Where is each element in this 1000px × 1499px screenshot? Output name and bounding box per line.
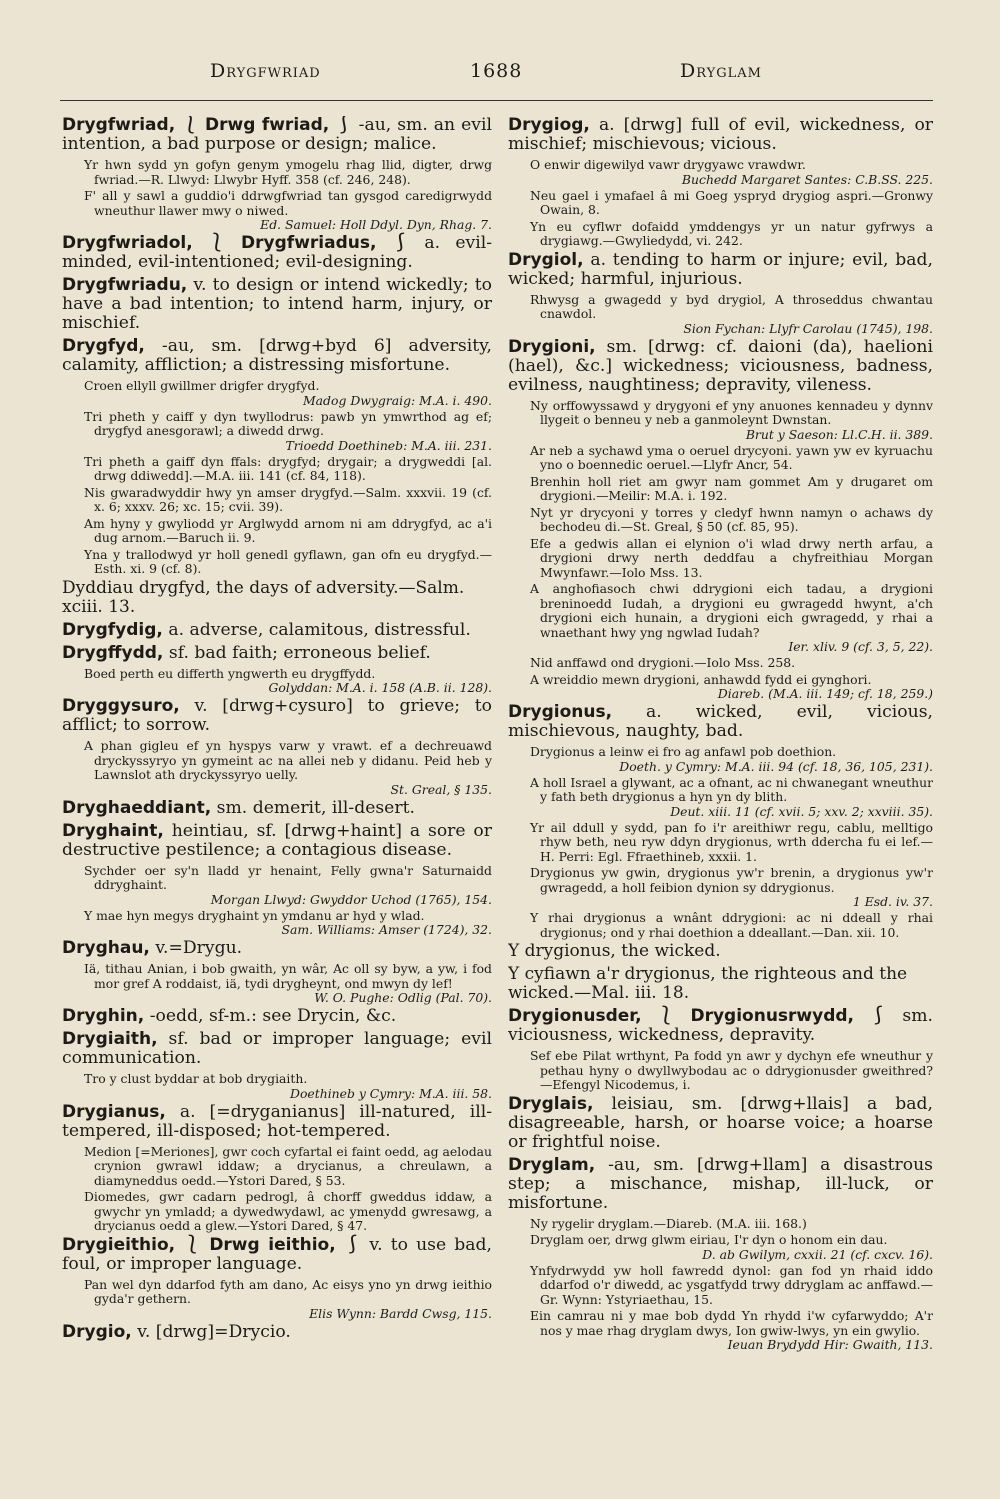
quotation-source: W. O. Pughe: Odlig (Pal. 70). [314,990,492,1005]
quotation-text: A anghofiasoch chwi ddrygioni eich tadau, a drygioni breninoedd Iudah, a drygioni eu gwragedd hwynt, a'ch drygioni eich hunain, a drygioni eich gwragedd, y rhai a wnaethant hwy yng ngwlad Iudah? [530,581,933,640]
dictionary-entry [508,1156,933,1213]
dictionary-entry [62,276,492,333]
headword: Drygio, [62,1321,132,1342]
dictionary-entry [62,799,492,818]
quotation [84,962,492,1005]
headword: Drygfwriadu, [62,275,188,295]
quotation [530,1217,933,1232]
quotation [84,379,492,408]
quotation-text: Drygionus yw gwin, drygionus yw'r brenin, a drygionus yw'r gwragedd, a holl feibion dynion sy ddrygionus. [530,865,933,895]
quotation [530,1309,933,1352]
quotation [84,1145,492,1189]
headword: Drygiog, [508,116,590,135]
definition: a. wicked, evil, vicious, mischievous, naughty, bad. [508,702,933,741]
dictionary-entry [62,337,492,375]
dictionary-entry [508,1095,933,1152]
quotation-text: Nid anffawd ond drygioni.—Iolo Mss. 258. [530,655,796,670]
dictionary-entry [62,1103,492,1141]
quotation [84,548,492,577]
quotation [84,1190,492,1234]
headword: Drygfyd, [62,336,145,356]
quotation [530,673,933,702]
quotation-source: Diareb. (M.A. iii. 149; cf. 18, 259.) [717,686,933,701]
quotation-source: Brut y Saeson: Ll.C.H. ii. 389. [745,426,933,442]
definition: v. to use bad, foul, or improper language. [62,1234,492,1274]
quotation-text: O enwir digewilyd vawr drygyawc vrawdwr. [530,157,806,172]
quotation-text: Dryglam oer, drwg glwm eiriau, I'r dyn o honom ein dau. [530,1232,888,1247]
quotation-source: Deut. xiii. 11 (cf. xvii. 5; xxv. 2; xxviii. 35). [670,803,933,819]
left-column [62,116,492,1469]
quotation [530,537,933,581]
quotation [530,475,933,504]
quotation-text: Rhwysg a gwagedd y byd drygiol, A throseddus chwantau cnawdol. [530,291,933,321]
headword: Drygfwriadol, ⎱ Drygfwriadus, ⎰ [62,233,410,253]
quotation-text: F' all y sawl a guddio'i ddrwgfwriad tan gysgod caredigrwydd wneuthur llawer mwy o niwed. [84,188,492,218]
definition: sm. demerit, ill-desert. [216,797,415,818]
quotation [84,667,492,696]
quotation-text: Diomedes, gwr cadarn pedrogl, â chorff gweddus iddaw, a gwychr yn ymladd; a dywedwydawl, ac ymenydd gwresawg, a drycianus oedd a glew.—Ystori Dared, § 47. [84,1189,492,1233]
quotation-text: Boed perth eu differth yngwerth eu drygffydd. [84,665,376,681]
definition: heintiau, sf. [drwg+haint] a sore or destructive pestilence; a contagious disease. [62,820,492,860]
phrase-example: Dyddiau drygfyd, the days of adversity.—Salm. xciii. 13. [62,577,465,617]
quotation-text: Ar neb a sychawd yma o oeruel drycyoni. yawn yw ev kyruachu yno o boennedic oeruel.—Llyfr Ancr, 54. [530,442,933,472]
quotation-source: Doeth. y Cymry: M.A. iii. 94 (cf. 18, 36, 105, 231). [619,758,933,774]
quotation-text: Y rhai drygionus a wnânt ddrygioni: ac ni ddeall y rhai drygionus; ond y rhai doethion a ddeallant.—Dan. xii. 10. [530,910,933,940]
running-head-right: Dryglam [680,60,762,82]
quotation [84,1072,492,1101]
headword: Drygieithio, ⎱ Drwg ieithio, ⎰ [62,1234,362,1255]
quotation [530,821,933,865]
definition: -au, sm. an evil intention, a bad purpose or design; malice. [62,116,492,154]
headword: Drygfwriad, ⎱ Drwg fwriad, ⎰ [62,116,353,135]
quotation-text: A wreiddio mewn drygioni, anhawdd fydd ei gynghori. [530,671,872,687]
dictionary-entry [508,116,933,154]
dictionary-entry [62,1236,492,1274]
headword: Dryghau, [62,938,150,958]
quotation-source: Madog Dwygraig: M.A. i. 490. [302,392,492,408]
quotation-text: Medion [=Meriones], gwr coch cyfartal ei faint oedd, ag aelodau crynion gwrawl iddaw; a drycianus, a chreulawn, a diamyneddus oedd.—Ystori Dared, § 53. [84,1143,492,1188]
quotation-text: Drygionus a leinw ei fro ag anfawl pob doethion. [530,744,837,759]
quotation-source: St. Greal, § 135. [390,781,492,797]
quotation-text: Iä, tithau Anian, i bob gwaith, yn wâr, Ac oll sy byw, a yw, i fod mor gref A roddaist, iä, tydi drygheynt, ond mwyn dy lef! [84,961,492,991]
dictionary-entry [62,1030,492,1068]
definition: sf. bad or improper language; evil communication. [62,1029,492,1068]
headword: Dryggysuro, [62,696,180,716]
quotation-text: Tri pheth y caiff y dyn twyllodrus: pawb yn ymwrthod ag ef; drygfyd anesgorawl; a diwedd drwg. [84,408,492,438]
quotation [84,739,492,797]
page-number: 1688 [470,60,523,82]
definition: a. adverse, calamitous, distressful. [168,619,471,640]
quotation [84,455,492,484]
quotation-source: Sam. Williams: Amser (1724), 32. [281,922,492,937]
quotation-source: Doethineb y Cymry: M.A. iii. 58. [290,1085,492,1101]
quotation [530,582,933,654]
quotation-text: Pan wel dyn ddarfod fyth am dano, Ac eisys yno yn drwg ieithio gyda'r gethern. [84,1276,492,1306]
definition: -oedd, sf-m.: see Drycin, &c. [149,1006,397,1026]
quotation [530,220,933,249]
quotation [84,1278,492,1321]
headword: Drygianus, [62,1101,166,1122]
headword: Drygiol, [508,249,584,270]
quotation-text: Am hyny y gwyliodd yr Arglwydd arnom ni am ddrygfyd, ac a'i dug arnom.—Baruch ii. 9. [84,515,492,545]
dictionary-entry [508,703,933,741]
quotation [530,1233,933,1262]
dictionary-entry [508,338,933,395]
dictionary-entry [62,939,492,958]
quotation [530,1264,933,1308]
right-column [508,116,933,1469]
running-head-left: Drygfwriad [210,60,321,82]
quotation-text: Nis gwaradwyddir hwy yn amser drygfyd.—Salm. xxxvii. 19 (cf. x. 6; xxxv. 26; xc. 15; cvii. 39). [84,484,492,514]
phrase-example: Y drygionus, the wicked. [508,941,721,961]
dictionary-entry [508,1007,933,1045]
dictionary-entry [62,822,492,860]
quotation-text: Sychder oer sy'n lladd yr henaint, Felly gwna'r Saturnaidd ddryghaint. [84,862,492,892]
definition: v.=Drygu. [155,938,243,958]
dictionary-entry [62,1007,492,1026]
quotation-source: Ieuan Brydydd Hir: Gwaith, 113. [727,1337,933,1352]
phrase-example: Y cyfiawn a'r drygionus, the righteous and the wicked.—Mal. iii. 18. [508,964,908,1003]
definition: -au, sm. [drwg+llam] a disastrous step; a mischance, mishap, ill-luck, or misfortune. [508,1154,933,1213]
quotation [530,399,933,442]
definition: v. to design or intend wickedly; to have a bad intention; to intend harm, injury, or mischief. [62,275,492,333]
quotation-source: Sion Fychan: Llyfr Carolau (1745), 198. [683,320,933,336]
definition: a. evil-minded, evil-intentioned; evil-designing. [62,233,492,272]
quotation-source: Ier. xliv. 9 (cf. 3, 5, 22). [788,639,933,654]
quotation [530,911,933,940]
quotation [84,486,492,515]
quotation [530,776,933,819]
quotation-source: Morgan Llwyd: Gwyddor Uchod (1765), 154. [210,891,492,907]
quotation-text: Brenhin holl riet am gwyr nam gommet Am y drugaret om drygioni.—Meilir: M.A. i. 192. [530,473,933,503]
definition: leisiau, sm. [drwg+llais] a bad, disagreeable, harsh, or hoarse voice; a hoarse or frightful noise. [508,1093,933,1152]
dictionary-entry [62,697,492,735]
headword: Dryglais, [508,1093,594,1114]
headword: Drygfydig, [62,619,163,640]
quotation [530,293,933,336]
quotation [84,189,492,232]
definition: -au, sm. [drwg+byd 6] adversity, calamity, affliction; a distressing misfortune. [62,336,492,375]
quotation [84,909,492,938]
quotation-text: Yr hwn sydd yn gofyn genym ymogelu rhag llid, digter, drwg fwriad.—R. Llwyd: Llwybr Hyff. 358 (cf. 246, 248). [84,157,492,187]
quotation [84,410,492,453]
headword: Dryghaint, [62,820,164,841]
quotation-text: Yr ail ddull y sydd, pan fo i'r areithiwr regu, cablu, melltigo rhyw beth, neu ryw ddyn drygionus, wrth ddercha fu ei lef.—H. Perri: Egl. Ffraethineb, xxxii. 1. [530,819,933,864]
quotation-text: A phan gigleu ef yn hyspys varw y vrawt. ef a dechreuawd dryckyssyryo yn gymeint ac na allei neb y didanu. Peid heb y Lawnslot ath dryckyssyryo uelly. [84,738,492,782]
dictionary-entry [62,1323,492,1342]
quotation-text: Ny rygelir dryglam.—Diareb. (M.A. iii. 168.) [530,1215,807,1231]
quotation [84,864,492,907]
quotation [530,158,933,187]
quotation [84,517,492,546]
quotation-source: Golyddan: M.A. i. 158 (A.B. ii. 128). [268,680,492,695]
quotation [530,189,933,218]
definition: sf. bad faith; erroneous belief. [168,642,431,663]
definition: v. [drwg]=Drycio. [137,1321,291,1342]
quotation-source: D. ab Gwilym, cxxii. 21 (cf. cxcv. 16). [702,1246,933,1262]
dictionary-entry [62,644,492,663]
headword: Drygioni, [508,336,596,357]
quotation [530,656,933,671]
quotation [530,866,933,909]
quotation-text: Tri pheth a gaiff dyn ffals: drygfyd; drygair; a drygweddi [al. drwg ddiwedd].—M.A. iii. 141 (cf. 84, 118). [84,453,492,483]
quotation-text: Sef ebe Pilat wrthynt, Pa fodd yn awr y dychyn efe wneuthur y pethau hyny o dwyllwybodau ac o ddrygionusder gweithred?—Efengyl Nicodemus, i. [530,1048,933,1092]
dictionary-entry [62,116,492,154]
headword: Drygionus, [508,702,613,722]
quotation-text: Yn eu cyflwr dofaidd ymddengys yr un natur gyfrwys a drygiawg.—Gwyliedydd, vi. 242. [530,218,933,248]
quotation [530,1049,933,1093]
quotation [530,506,933,535]
quotation-text: Y mae hyn megys dryghaint yn ymdanu ar hyd y wlad. [84,907,425,923]
quotation-text: Nyt yr drycyoni y torres y cledyf hwnn namyn o achaws dy bechodeu di.—St. Greal, § 50 (cf. 85, 95). [530,504,933,534]
quotation-text: Yna y trallodwyd yr holl genedl gyflawn, gan ofn eu drygfyd.—Esth. xi. 9 (cf. 8). [84,546,492,576]
quotation-text: Ynfydrwydd yw holl fawredd dynol: gan fod yn rhaid iddo ddarfod o'r diwedd, ac ysgatfydd trwy ddryglam ac anffawd.—Gr. Wynn: Ystyriaethau, 15. [530,1262,933,1307]
quotation [84,158,492,187]
quotation-text: A holl Israel a glywant, ac a ofnant, ac ni chwanegant wneuthur y fath beth drygionus a hyn yn dy blith. [530,774,933,804]
headword: Drygiaith, [62,1029,158,1049]
definition: a. [drwg] full of evil, wickedness, or mischief; mischievous; vicious. [508,116,933,154]
quotation-source: Buchedd Margaret Santes: C.B.SS. 225. [681,171,933,187]
quotation [530,444,933,473]
definition: sm. viciousness, wickedness, depravity. [508,1006,933,1045]
headword: Drygionusder, ⎱ Drygionusrwydd, ⎰ [508,1006,887,1026]
definition: v. [drwg+cysuro] to grieve; to afflict; to sorrow. [62,696,492,735]
headword: Drygffydd, [62,642,164,663]
quotation-source: Elis Wynn: Bardd Cwsg, 115. [309,1305,492,1321]
dictionary-entry [508,251,933,289]
headword: Dryghin, [62,1006,145,1026]
header-rule [60,100,933,101]
quotation-source: 1 Esd. iv. 37. [852,894,933,909]
quotation-text: Ny orffowyssawd y drygyoni ef yny anuones kennadeu y dynnv llygeit o benneu y neb a ganmoleynt Dwnstan. [530,397,933,427]
quotation-text: Tro y clust byddar at bob drygiaith. [84,1071,308,1086]
quotation-source: Trioedd Doethineb: M.A. iii. 231. [285,437,492,453]
quotation-text: Neu gael i ymafael â mi Goeg yspryd drygiog aspri.—Gronwy Owain, 8. [530,187,933,217]
definition: a. [=dryganianus] ill-natured, ill-tempered, ill-disposed; hot-tempered. [62,1101,492,1141]
quotation-source: Ed. Samuel: Holl Ddyl. Dyn, Rhag. 7. [260,217,492,232]
definition: sm. [drwg: cf. daioni (da), haelioni (hael), &c.] wickedness; viciousness, badness, evilness, naughtiness; depravity, vileness. [508,336,933,395]
dictionary-entry [62,621,492,640]
quotation-text: Croen ellyll gwillmer drigfer drygfyd. [84,378,320,393]
headword: Dryglam, [508,1154,596,1175]
dictionary-entry [62,234,492,272]
definition: a. tending to harm or injure; evil, bad, wicked; harmful, injurious. [508,249,933,289]
quotation [530,745,933,774]
headword: Dryghaeddiant, [62,797,212,818]
quotation-text: Efe a gedwis allan ei elynion o'i wlad drwy nerth arfau, a drygioni drwy nerth deddfau a chyfreithiau Morgan Mwynfawr.—Iolo Mss. 13. [530,535,933,580]
quotation-text: Ein camrau ni y mae bob dydd Yn rhydd i'w cyfarwyddo; A'r nos y mae rhag dryglam dwys, Ion gwiw-lwys, yn ein gwylio. [530,1308,933,1338]
